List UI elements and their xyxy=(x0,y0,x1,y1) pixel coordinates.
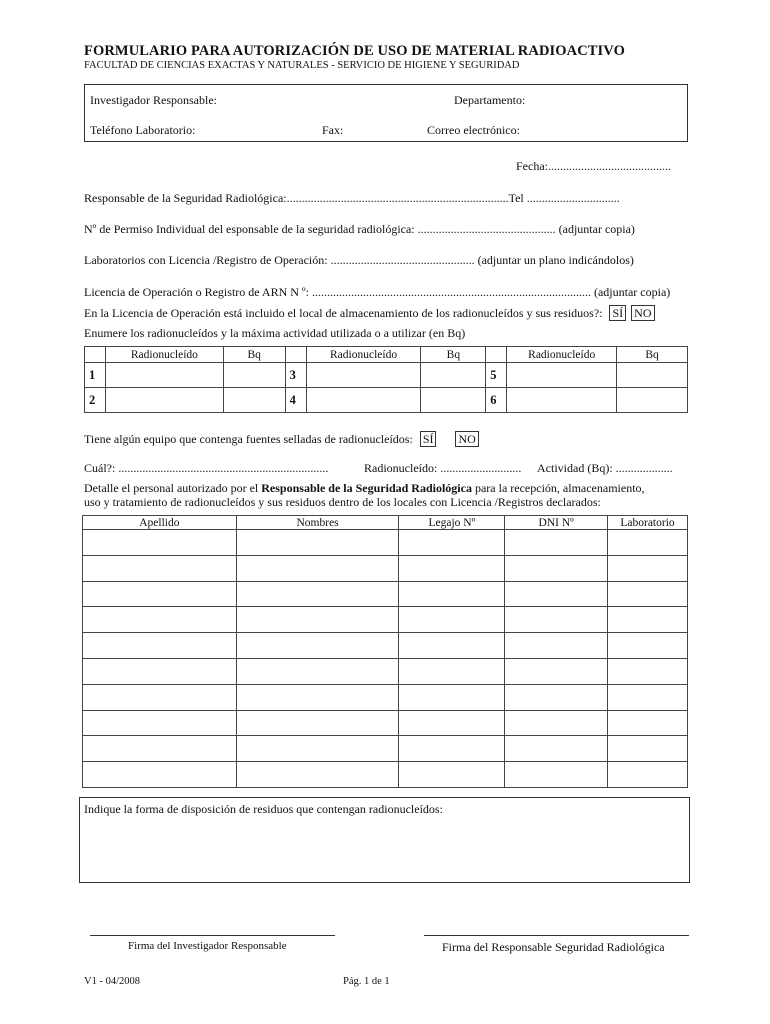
personnel-cell[interactable] xyxy=(505,710,608,736)
personnel-cell[interactable] xyxy=(399,607,505,633)
personnel-cell[interactable] xyxy=(505,684,608,710)
table-row xyxy=(83,530,688,556)
table-row xyxy=(85,363,688,388)
enumere-label: Enumere los radionucleídos y la máxima actividad utilizada o a utilizar (en Bq) xyxy=(84,326,466,340)
table-row xyxy=(83,555,688,581)
row-number: 1 xyxy=(85,363,106,388)
header-apellido: Apellido xyxy=(83,516,237,530)
personnel-cell[interactable] xyxy=(505,633,608,659)
almacenamiento-question xyxy=(84,305,655,321)
personnel-cell[interactable] xyxy=(236,633,399,659)
investigador-label: Investigador Responsable: xyxy=(90,93,217,107)
radionuclide-table xyxy=(84,346,688,413)
departamento-label: Departamento: xyxy=(454,93,526,107)
header-radionucleido-2: Radionucleído xyxy=(306,347,421,363)
personnel-cell[interactable] xyxy=(399,736,505,762)
personnel-cell[interactable] xyxy=(608,762,688,788)
personnel-cell[interactable] xyxy=(83,684,237,710)
almacenamiento-no-checkbox[interactable]: NO xyxy=(631,305,654,321)
almacenamiento-label: En la Licencia de Operación está incluido el local de almacenamiento de los radionucleídos y sus residuos?: xyxy=(84,306,603,320)
radionucleido-cell[interactable] xyxy=(105,388,223,413)
personnel-cell[interactable] xyxy=(608,736,688,762)
actividad-field: Actividad (Bq): ................... xyxy=(537,461,673,475)
personnel-cell[interactable] xyxy=(83,658,237,684)
licencia-field: Licencia de Operación o Registro de ARN N º: ............................................................................................. (adjuntar copia) xyxy=(84,285,671,299)
personnel-cell[interactable] xyxy=(236,555,399,581)
personnel-cell[interactable] xyxy=(83,762,237,788)
personnel-cell[interactable] xyxy=(399,710,505,736)
bq-cell[interactable] xyxy=(421,363,486,388)
row-number: 5 xyxy=(486,363,507,388)
signature-line-investigador xyxy=(90,935,335,936)
table-row xyxy=(83,736,688,762)
fecha-field: Fecha:......................................... xyxy=(516,159,671,173)
fax-label: Fax: xyxy=(322,123,344,137)
header-nombres: Nombres xyxy=(236,516,399,530)
personnel-cell[interactable] xyxy=(505,555,608,581)
table-row xyxy=(83,633,688,659)
table-row xyxy=(83,658,688,684)
header-legajo: Legajo Nº xyxy=(399,516,505,530)
header-radionucleido-3: Radionucleído xyxy=(507,347,617,363)
personnel-cell[interactable] xyxy=(236,581,399,607)
personnel-cell[interactable] xyxy=(505,736,608,762)
personnel-cell[interactable] xyxy=(608,658,688,684)
header-dni: DNI Nº xyxy=(505,516,608,530)
table-row xyxy=(83,762,688,788)
telefono-label: Teléfono Laboratorio: xyxy=(90,123,196,137)
header-bq-3: Bq xyxy=(617,347,688,363)
personnel-cell[interactable] xyxy=(83,555,237,581)
row-number: 4 xyxy=(285,388,306,413)
signature-investigador-label: Firma del Investigador Responsable xyxy=(128,940,287,952)
radionucleido-cell[interactable] xyxy=(105,363,223,388)
bq-cell[interactable] xyxy=(421,388,486,413)
personnel-cell[interactable] xyxy=(399,633,505,659)
personnel-cell[interactable] xyxy=(399,581,505,607)
personnel-cell[interactable] xyxy=(236,736,399,762)
equipo-label: Tiene algún equipo que contenga fuentes selladas de radionucleídos: xyxy=(84,432,413,446)
table-row xyxy=(85,388,688,413)
personnel-cell[interactable] xyxy=(505,658,608,684)
personnel-cell[interactable] xyxy=(236,530,399,556)
personnel-cell[interactable] xyxy=(399,684,505,710)
responsable-field: Responsable de la Seguridad Radiológica:..........................................................................Tel ............................... xyxy=(84,191,620,205)
bq-cell[interactable] xyxy=(617,363,688,388)
header-radionucleido-1: Radionucleído xyxy=(105,347,223,363)
personnel-cell[interactable] xyxy=(608,530,688,556)
equipo-no-checkbox[interactable]: NO xyxy=(455,431,478,447)
table-row xyxy=(83,710,688,736)
personnel-cell[interactable] xyxy=(83,736,237,762)
bq-cell[interactable] xyxy=(617,388,688,413)
bq-cell[interactable] xyxy=(223,363,285,388)
table-row xyxy=(83,607,688,633)
signature-responsable-label: Firma del Responsable Seguridad Radiológica xyxy=(442,940,665,954)
personnel-cell[interactable] xyxy=(505,530,608,556)
disposicion-label: Indique la forma de disposición de residuos que contengan radionucleídos: xyxy=(84,802,443,816)
form-subtitle: FACULTAD DE CIENCIAS EXACTAS Y NATURALES - SERVICIO DE HIGIENE Y SEGURIDAD xyxy=(84,60,520,71)
personnel-cell[interactable] xyxy=(83,633,237,659)
personnel-cell[interactable] xyxy=(236,710,399,736)
personnel-cell[interactable] xyxy=(399,555,505,581)
radionucleido-cell[interactable] xyxy=(306,363,421,388)
personnel-cell[interactable] xyxy=(505,607,608,633)
row-number: 3 xyxy=(285,363,306,388)
personnel-cell[interactable] xyxy=(399,658,505,684)
personnel-cell[interactable] xyxy=(83,530,237,556)
personnel-cell[interactable] xyxy=(236,762,399,788)
personnel-cell[interactable] xyxy=(505,762,608,788)
laboratorios-field: Laboratorios con Licencia /Registro de Operación: ................................................ (adjuntar un plano indicándolos) xyxy=(84,253,634,267)
personnel-cell[interactable] xyxy=(399,530,505,556)
radionucleido-cell[interactable] xyxy=(306,388,421,413)
radionucleido-cell[interactable] xyxy=(507,388,617,413)
detalle-line-2: uso y tratamiento de radionucleídos y sus residuos dentro de los locales con Licencia /Registros declarados: xyxy=(84,495,601,509)
radionucleido-field: Radionucleído: ........................... xyxy=(364,461,522,475)
personnel-cell[interactable] xyxy=(608,555,688,581)
personnel-cell[interactable] xyxy=(608,607,688,633)
personnel-cell[interactable] xyxy=(608,581,688,607)
personnel-table xyxy=(82,515,688,788)
equipo-question xyxy=(84,431,479,447)
header-bq-1: Bq xyxy=(223,347,285,363)
page-number: Pág. 1 de 1 xyxy=(343,976,390,987)
personnel-cell[interactable] xyxy=(608,633,688,659)
radionucleido-cell[interactable] xyxy=(507,363,617,388)
version-label: V1 - 04/2008 xyxy=(84,976,140,987)
table-row xyxy=(83,684,688,710)
personnel-cell[interactable] xyxy=(83,581,237,607)
personnel-cell[interactable] xyxy=(505,581,608,607)
form-title: FORMULARIO PARA AUTORIZACIÓN DE USO DE MATERIAL RADIOACTIVO xyxy=(84,43,625,59)
header-laboratorio: Laboratorio xyxy=(608,516,688,530)
personnel-cell[interactable] xyxy=(399,762,505,788)
personnel-cell[interactable] xyxy=(236,684,399,710)
personnel-cell[interactable] xyxy=(236,607,399,633)
row-number: 6 xyxy=(486,388,507,413)
bq-cell[interactable] xyxy=(223,388,285,413)
almacenamiento-si-checkbox[interactable]: SÍ xyxy=(609,305,626,321)
correo-label: Correo electrónico: xyxy=(427,123,520,137)
cual-field: Cuál?: ...................................................................... xyxy=(84,461,329,475)
header-bq-2: Bq xyxy=(421,347,486,363)
personnel-cell[interactable] xyxy=(608,710,688,736)
equipo-si-checkbox[interactable]: SÍ xyxy=(420,431,437,447)
personnel-cell[interactable] xyxy=(236,658,399,684)
personnel-cell[interactable] xyxy=(83,607,237,633)
signature-line-responsable xyxy=(424,935,689,936)
personnel-cell[interactable] xyxy=(83,710,237,736)
permiso-field: Nº de Permiso Individual del esponsable de la seguridad radiológica: .............................................. (adjuntar copia) xyxy=(84,222,635,236)
table-row xyxy=(83,581,688,607)
row-number: 2 xyxy=(85,388,106,413)
personnel-cell[interactable] xyxy=(608,684,688,710)
detalle-line-1: Detalle el personal autorizado por el Responsable de la Seguridad Radiológica para la recepción, almacenamiento, xyxy=(84,481,645,495)
